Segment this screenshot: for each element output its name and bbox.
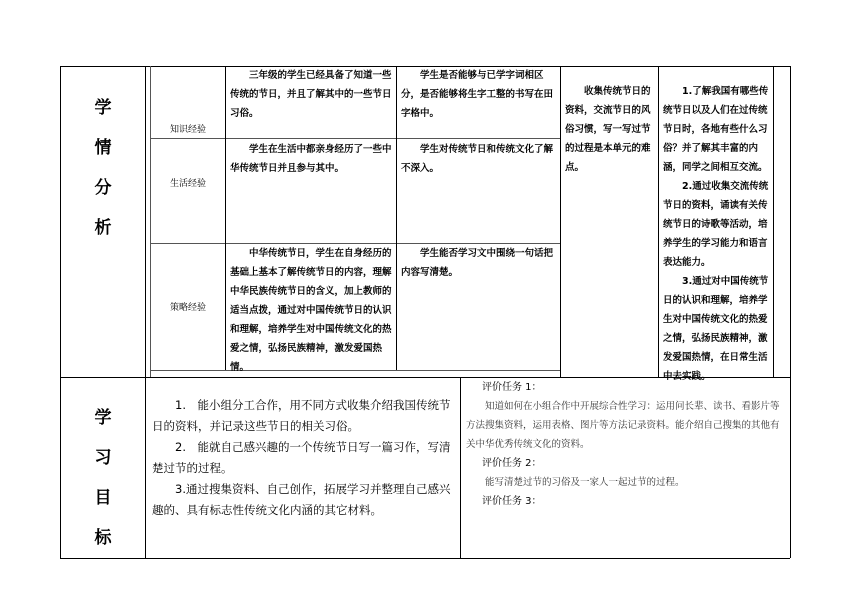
knowledge-col2: 学生是否能够与已学字词相区分，是否能够将生字工整的书写在田字格中。	[401, 70, 554, 119]
heading-char: 标	[94, 528, 112, 548]
task-title: 评价任务 3：	[482, 496, 542, 507]
row-label-strategy: 策略经验	[169, 303, 206, 313]
heading-char: 学	[94, 408, 112, 428]
heading-char: 习	[94, 448, 112, 468]
objective-item: 3.通过搜集资料、自己创作，拓展学习并整理自己感兴趣的、具有标志性传统文化内涵的其它材料。	[152, 482, 451, 517]
goal-item: 1.了解我国有哪些传统节日以及人们在过传统节日时，各地有些什么习俗？并了解其丰富的内涵，同学之间相互交流。	[663, 86, 769, 173]
strategy-col2: 学生能否学习文中围绕一句话把内容写清楚。	[401, 248, 554, 278]
heading-char: 分	[94, 178, 112, 198]
objectives-list	[152, 395, 454, 521]
task-body: 知道如何在小组合作中开展综合性学习：运用问长辈、读书、看影片等方法搜集资料，运用表格、图片等方法记录资料。能介绍自己搜集的其他有关中华优秀传统文化的资料。	[466, 401, 780, 450]
row-label-knowledge: 知识经验	[169, 125, 206, 135]
evaluation-tasks	[466, 378, 786, 511]
section-heading-objectives	[88, 398, 118, 558]
unit-difficulty: 收集传统节日的资料，交流节日的风俗习惯，写一写过节的过程是本单元的难点。	[565, 86, 651, 173]
task-title: 评价任务 2：	[482, 458, 542, 469]
objective-item: 1. 能小组分工合作，用不同方式收集介绍我国传统节日的资料，并记录这些节日的相关习俗。	[152, 398, 451, 433]
goal-item: 3.通过对中国传统节日的认识和理解，培养学生对中国传统文化的热爱之情，弘扬民族精神，激发爱国热情，在日常生活中去实践。	[663, 276, 769, 382]
goals-list	[663, 82, 771, 386]
row-label-life: 生活经验	[169, 179, 206, 189]
strategy-col1: 中华传统节日，学生在自身经历的基础上基本了解传统节日的内容，理解中华民族传统节日的含义，加上教师的适当点拨，通过对中国传统节日的认识和理解，培养学生对中国传统文化的热爱之情，弘扬民族精神，激发爱国热情。	[230, 248, 392, 373]
heading-char: 析	[94, 218, 112, 238]
heading-char: 学	[94, 98, 112, 118]
goal-item: 2.通过收集交流传统节日的资料，诵读有关传统节日的诗歌等活动，培养学生的学习能力和语言表达能力。	[663, 181, 769, 268]
knowledge-col1: 三年级的学生已经具备了知道一些传统的节日，并且了解其中的一些节日习俗。	[230, 70, 392, 119]
section-heading-analysis	[88, 88, 118, 248]
heading-char: 目	[94, 488, 112, 508]
task-body: 能写清楚过节的习俗及一家人一起过节的过程。	[485, 477, 685, 488]
life-col1: 学生在生活中都亲身经历了一些中华传统节日并且参与其中。	[230, 144, 392, 174]
objective-item: 2. 能就自己感兴趣的一个传统节日写一篇习作，写清楚过节的过程。	[152, 440, 451, 475]
life-col2: 学生对传统节日和传统文化了解不深入。	[401, 144, 554, 174]
task-title: 评价任务 1：	[482, 382, 542, 393]
heading-char: 情	[94, 138, 112, 158]
